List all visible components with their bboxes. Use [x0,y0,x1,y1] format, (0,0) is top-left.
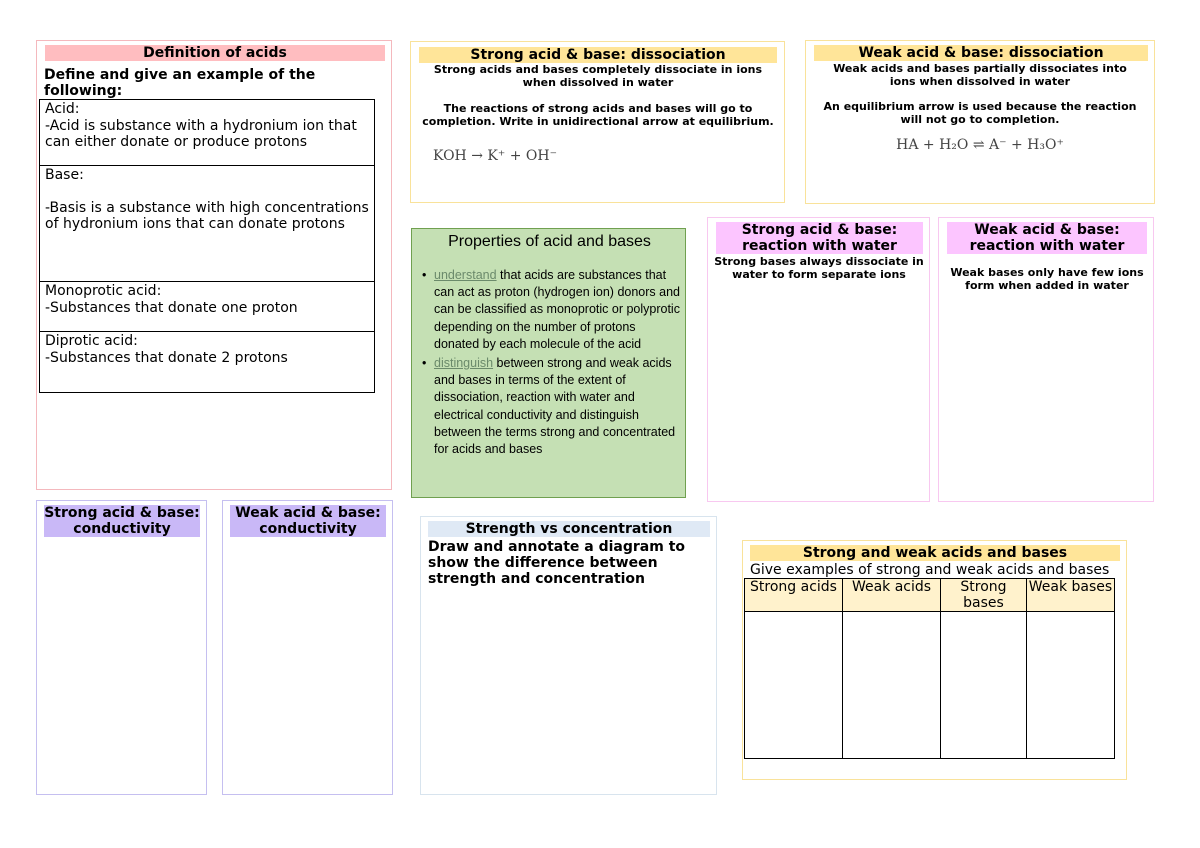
definition-text: -Basis is a substance with high concentrations of hydronium ions that can donate protons [45,199,369,232]
examples-panel [742,540,1127,780]
weak-dissociation-text-1: Weak acids and bases partially dissociates into ions when dissolved in water [833,62,1127,88]
definition-row-base[interactable] [40,166,374,282]
strong-water-title: Strong acid & base: reaction with water [716,222,923,254]
table-cell-strong-bases[interactable] [941,612,1027,759]
definition-panel [36,40,392,490]
definition-row-diprotic[interactable] [40,332,374,392]
weak-dissociation-title: Weak acid & base: dissociation [814,45,1148,61]
definition-text: -Substances that donate 2 protons [45,349,288,366]
weak-water-panel [938,217,1154,502]
definition-intro: Define and give an example of the following: [44,67,316,99]
strength-concentration-title: Strength vs concentration [428,521,710,537]
table-cell-strong-acids[interactable] [745,612,843,759]
keyword-link[interactable]: understand [434,268,497,282]
weak-conductivity-title: Weak acid & base: conductivity [230,505,386,537]
definition-table [39,99,375,393]
definition-term: Base: [45,167,84,183]
weak-dissociation-panel [805,40,1155,204]
weak-water-title: Weak acid & base: reaction with water [947,222,1147,254]
table-cell-weak-bases[interactable] [1027,612,1115,759]
list-item-text: that acids are substances that can act as proton (hydrogen ion) donors and can be classified as monoprotic or polyprotic depending on the number of protons donated by each molecule of the acid [434,268,680,351]
list-item [422,267,680,353]
examples-title: Strong and weak acids and bases [750,545,1120,561]
examples-subtitle: Give examples of strong and weak acids and bases [750,562,1110,578]
strong-dissociation-equation: KOH → K⁺ + OH⁻ [433,148,557,164]
definition-row-monoprotic[interactable] [40,282,374,332]
weak-dissociation-equation: HA + H₂O ⇌ A⁻ + H₃O⁺ [896,137,1064,153]
column-header-strong-acids: Strong acids [745,579,843,612]
column-header-weak-acids: Weak acids [843,579,941,612]
properties-title: Properties of acid and bases [448,233,651,250]
strength-concentration-text: Draw and annotate a diagram to show the difference between strength and concentration [428,539,686,587]
strong-conductivity-panel [36,500,207,795]
keyword-link[interactable]: distinguish [434,356,494,371]
strong-dissociation-text-1: Strong acids and bases completely dissociate in ions when dissolved in water [433,63,763,89]
strong-dissociation-text-2: The reactions of strong acids and bases will go to completion. Write in unidirectional arrow at equilibrium. [422,102,774,128]
definition-term: Acid: [45,101,80,117]
weak-water-text: Weak bases only have few ions form when added in water [950,266,1144,292]
weak-dissociation-text-2: An equilibrium arrow is used because the reaction will not go to completion. [823,100,1137,126]
strong-conductivity-title: Strong acid & base: conductivity [44,505,200,537]
definition-text: -Acid is substance with a hydronium ion that can either donate or produce protons [45,117,357,150]
strength-concentration-panel [420,516,717,795]
definition-title: Definition of acids [45,45,385,61]
list-item [422,355,680,458]
weak-conductivity-panel [222,500,393,795]
column-header-weak-bases: Weak bases [1027,579,1115,612]
properties-list [422,267,680,460]
column-header-strong-bases: Strong bases [941,579,1027,612]
strong-water-panel [707,217,930,502]
table-cell-weak-acids[interactable] [843,612,941,759]
definition-text: -Substances that donate one proton [45,299,298,316]
definition-term: Monoprotic acid: [45,283,162,299]
strong-dissociation-panel [410,41,785,203]
properties-panel [411,228,686,498]
list-item-text: between strong and weak acids and bases in terms of the extent of dissociation, reaction with water and electrical conductivity and distinguish between the terms strong and concentrated for acids and bases [434,356,676,457]
examples-table [744,578,1115,759]
definition-term: Diprotic acid: [45,333,138,349]
definition-row-acid[interactable] [40,100,374,166]
strong-water-text: Strong bases always dissociate in water to form separate ions [714,255,924,281]
strong-dissociation-title: Strong acid & base: dissociation [419,47,777,63]
